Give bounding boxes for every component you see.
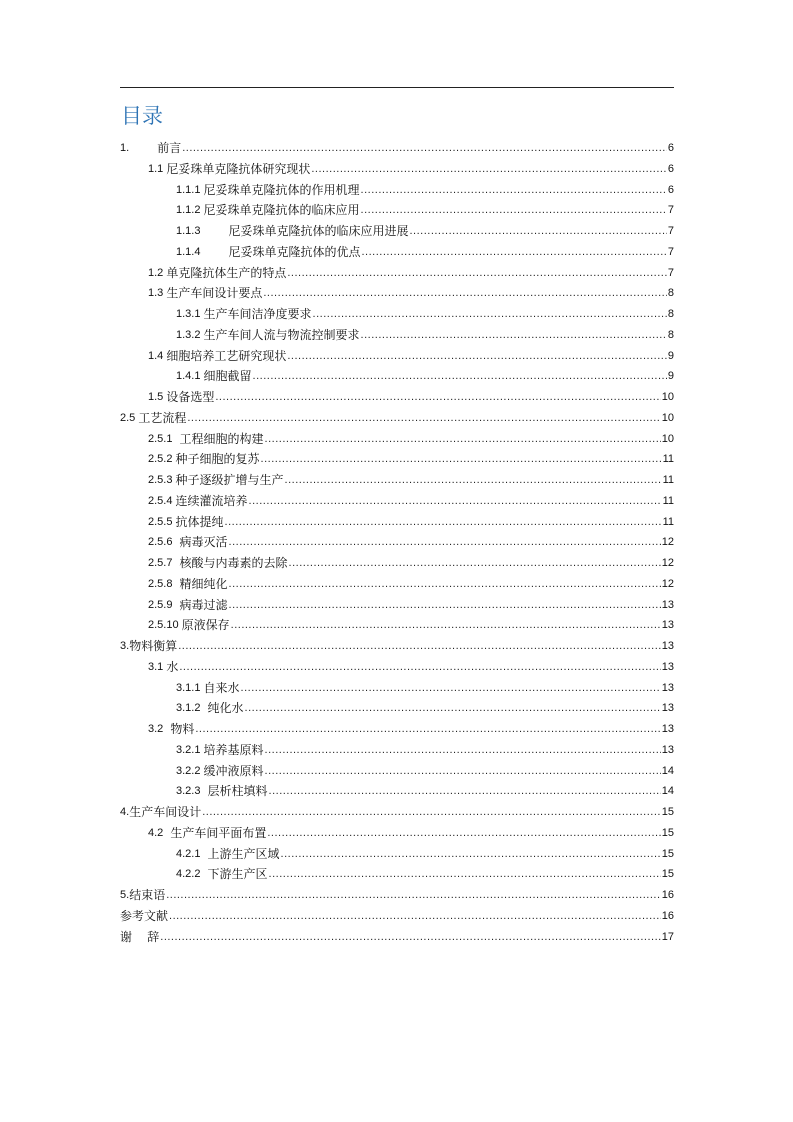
toc-entry-title: 物料衡算 bbox=[129, 639, 178, 653]
toc-entry-number: 3.2.1 bbox=[176, 743, 204, 756]
toc-entry-label bbox=[176, 366, 252, 387]
toc-entry-label bbox=[176, 242, 360, 263]
toc-entry[interactable] bbox=[120, 429, 674, 450]
toc-dot-leader bbox=[245, 698, 661, 719]
toc-dot-leader bbox=[267, 823, 660, 844]
toc-entry[interactable] bbox=[120, 823, 674, 844]
toc-entry-label bbox=[148, 823, 266, 844]
toc-entry-title: 细胞截留 bbox=[203, 369, 252, 384]
toc-entry[interactable] bbox=[120, 698, 674, 719]
toc-entry[interactable] bbox=[120, 366, 674, 387]
toc-entry-title: 尼妥珠单克隆抗体研究现状 bbox=[166, 161, 311, 176]
toc-dot-leader bbox=[285, 470, 662, 491]
toc-entry-number: 2.5.4 bbox=[148, 494, 176, 507]
toc-entry-title: 生产车间洁净度要求 bbox=[203, 307, 312, 321]
toc-entry-number: 3. bbox=[120, 640, 130, 652]
toc-entry-label bbox=[176, 740, 264, 761]
toc-entry-number: 1.4 bbox=[148, 349, 167, 362]
toc-entry[interactable] bbox=[120, 138, 674, 159]
toc-entry-number: 3.2 bbox=[148, 723, 167, 735]
toc-dot-leader bbox=[166, 885, 661, 906]
toc-page-number: 8 bbox=[667, 328, 674, 341]
toc-page-number: 12 bbox=[661, 577, 674, 590]
toc-entry-label bbox=[148, 263, 286, 284]
toc-entry-number: 4.2 bbox=[148, 826, 167, 839]
toc-entry-title: 种子细胞的复苏 bbox=[175, 452, 260, 467]
toc-entry-label bbox=[148, 719, 194, 740]
toc-page-number: 13 bbox=[661, 598, 674, 611]
toc-entry-label bbox=[148, 491, 248, 512]
toc-dot-leader bbox=[265, 429, 661, 450]
toc-entry-title: 物料 bbox=[170, 722, 195, 736]
toc-entry[interactable] bbox=[120, 449, 674, 470]
toc-entry-title: 纯化水 bbox=[207, 701, 244, 716]
toc-dot-leader bbox=[215, 387, 660, 408]
toc-entry-label bbox=[176, 325, 360, 346]
toc-dot-leader bbox=[229, 595, 661, 616]
toc-dot-leader bbox=[265, 740, 661, 761]
toc-entry[interactable] bbox=[120, 242, 674, 263]
toc-entry-label bbox=[120, 927, 159, 948]
toc-entry-label bbox=[176, 844, 280, 865]
toc-entry-title: 生产车间设计要点 bbox=[166, 286, 263, 301]
toc-page-number: 13 bbox=[661, 660, 674, 673]
toc-page-number: 8 bbox=[667, 308, 674, 320]
toc-page-number: 6 bbox=[667, 142, 674, 154]
toc-entry-number: 1.1.1 bbox=[176, 183, 204, 196]
toc-dot-leader bbox=[241, 678, 661, 699]
toc-entry[interactable] bbox=[120, 719, 674, 740]
toc-entry-label bbox=[176, 200, 360, 221]
toc-entry-number: 1.4.1 bbox=[176, 370, 204, 383]
toc-page-number: 11 bbox=[662, 474, 674, 486]
toc-dot-leader bbox=[361, 325, 667, 346]
toc-entry-title: 尼妥珠单克隆抗体的优点 bbox=[228, 244, 361, 259]
toc-dot-leader bbox=[229, 532, 661, 553]
toc-entry-number: 1.3.2 bbox=[176, 328, 204, 341]
toc-entry[interactable] bbox=[120, 864, 674, 885]
toc-entry-label bbox=[176, 761, 264, 782]
toc-page-number: 12 bbox=[661, 557, 674, 569]
toc-entry[interactable] bbox=[120, 574, 674, 595]
toc-entry-title: 尼妥珠单克隆抗体的作用机理 bbox=[203, 182, 360, 197]
toc-dot-leader bbox=[160, 927, 660, 948]
toc-entry[interactable] bbox=[120, 885, 674, 906]
toc-entry-number: 1.2 bbox=[148, 266, 167, 279]
toc-dot-leader bbox=[231, 615, 661, 636]
toc-entry-title: 连续灌流培养 bbox=[175, 493, 248, 508]
toc-dot-leader bbox=[287, 346, 667, 367]
toc-page-number: 15 bbox=[661, 847, 674, 860]
toc-page-number: 14 bbox=[661, 764, 674, 777]
toc-page-number: 13 bbox=[661, 640, 674, 652]
toc-entry-number: 1.1.2 bbox=[176, 204, 204, 217]
toc-entry-label bbox=[176, 180, 360, 201]
toc-dot-leader bbox=[265, 761, 661, 782]
toc-entry-title: 水 bbox=[166, 659, 179, 674]
toc-page-number: 6 bbox=[667, 183, 674, 196]
toc-entry[interactable] bbox=[120, 927, 674, 948]
toc-entry-label bbox=[148, 429, 264, 450]
toc-entry[interactable] bbox=[120, 595, 674, 616]
toc-page-number: 7 bbox=[667, 225, 674, 237]
toc-dot-leader bbox=[281, 844, 661, 865]
toc-entry-label bbox=[148, 387, 214, 408]
toc-entry[interactable] bbox=[120, 740, 674, 761]
toc-entry-label bbox=[148, 159, 310, 180]
toc-entry-title: 下游生产区 bbox=[207, 867, 268, 882]
toc-page-number: 13 bbox=[661, 619, 674, 632]
header-rule bbox=[120, 87, 674, 88]
toc-entry-title: 生产车间设计 bbox=[129, 805, 202, 819]
toc-entry[interactable] bbox=[120, 180, 674, 201]
toc-entry-title: 抗体提纯 bbox=[175, 514, 224, 529]
toc-entry[interactable] bbox=[120, 491, 674, 512]
toc-entry[interactable] bbox=[120, 200, 674, 221]
toc-entry-number: 2.5.7 bbox=[148, 557, 176, 569]
toc-entry-number: 1.5 bbox=[148, 391, 167, 403]
toc-entry-title: 前言 bbox=[157, 141, 182, 155]
toc-dot-leader bbox=[249, 491, 662, 512]
toc-entry-title: 层析柱填料 bbox=[207, 784, 268, 799]
toc-entry-number: 1.1 bbox=[148, 162, 167, 175]
toc-dot-leader bbox=[287, 263, 667, 284]
toc-entry-title: 病毒过滤 bbox=[179, 597, 228, 612]
toc-entry-title: 参考文献 bbox=[120, 908, 169, 923]
toc-entry-title: 工艺流程 bbox=[138, 410, 187, 425]
toc-dot-leader bbox=[169, 906, 661, 927]
toc-entry-label bbox=[120, 802, 201, 823]
toc-entry-title: 上游生产区域 bbox=[207, 846, 280, 861]
toc-page-number: 7 bbox=[667, 266, 674, 279]
toc-entry-number: 4. bbox=[120, 806, 130, 818]
toc-page-number: 11 bbox=[662, 453, 674, 466]
toc-entry[interactable] bbox=[120, 636, 674, 657]
toc-entry-title: 谢 辞 bbox=[120, 929, 160, 944]
toc-entry-title: 核酸与内毒素的去除 bbox=[179, 556, 288, 570]
toc-dot-leader bbox=[409, 221, 666, 242]
toc-dot-leader bbox=[289, 553, 661, 574]
toc-entry-title: 工程细胞的构建 bbox=[179, 431, 264, 446]
toc-dot-leader bbox=[187, 408, 660, 429]
toc-page-number: 6 bbox=[667, 162, 674, 175]
toc-entry[interactable] bbox=[120, 657, 674, 678]
toc-entry-number: 1. bbox=[120, 142, 130, 154]
table-of-contents bbox=[120, 138, 674, 947]
toc-entry-number: 2.5.5 bbox=[148, 515, 176, 528]
toc-entry-label bbox=[176, 698, 244, 719]
toc-entry-number: 2.5.2 bbox=[148, 453, 176, 466]
toc-dot-leader bbox=[261, 449, 662, 470]
toc-entry-number: 3.2.2 bbox=[176, 764, 204, 777]
toc-page-number: 15 bbox=[661, 826, 674, 839]
toc-entry-title: 生产车间平面布置 bbox=[170, 825, 267, 840]
toc-entry-title: 培养基原料 bbox=[203, 742, 264, 757]
toc-page-number: 8 bbox=[667, 287, 674, 300]
toc-entry-title: 细胞培养工艺研究现状 bbox=[166, 348, 287, 363]
toc-dot-leader bbox=[269, 781, 661, 802]
toc-entry-label bbox=[148, 615, 230, 636]
toc-entry-number: 2.5.9 bbox=[148, 598, 176, 611]
toc-entry-title: 病毒灭活 bbox=[179, 535, 228, 550]
toc-entry[interactable] bbox=[120, 553, 674, 574]
toc-entry-label bbox=[148, 574, 228, 595]
toc-entry-label bbox=[120, 138, 181, 159]
toc-dot-leader bbox=[179, 657, 660, 678]
toc-dot-leader bbox=[182, 138, 667, 159]
toc-dot-leader bbox=[263, 283, 667, 304]
toc-entry-label bbox=[148, 595, 228, 616]
toc-entry[interactable] bbox=[120, 906, 674, 927]
toc-entry[interactable] bbox=[120, 387, 674, 408]
toc-entry-number: 1.3.1 bbox=[176, 308, 204, 320]
toc-entry-number: 4.2.2 bbox=[176, 868, 204, 881]
toc-entry-label bbox=[148, 283, 262, 304]
toc-page-number: 17 bbox=[661, 930, 674, 943]
toc-entry-label bbox=[148, 532, 228, 553]
toc-page-number: 16 bbox=[661, 889, 674, 901]
toc-page-number: 14 bbox=[661, 785, 674, 798]
toc-entry[interactable] bbox=[120, 470, 674, 491]
toc-entry[interactable] bbox=[120, 283, 674, 304]
toc-entry-number: 3.1.1 bbox=[176, 681, 204, 694]
toc-entry-number: 2.5.1 bbox=[148, 432, 176, 445]
toc-entry-number: 1.1.4 bbox=[176, 245, 201, 258]
toc-entry-label bbox=[176, 221, 408, 242]
toc-page-number: 13 bbox=[661, 681, 674, 694]
toc-entry-title: 原液保存 bbox=[181, 618, 230, 633]
toc-dot-leader bbox=[202, 802, 661, 823]
toc-entry-label bbox=[148, 553, 288, 574]
toc-entry-label bbox=[120, 636, 177, 657]
toc-entry-title: 单克隆抗体生产的特点 bbox=[166, 265, 287, 280]
toc-entry[interactable] bbox=[120, 678, 674, 699]
toc-page-number: 11 bbox=[662, 515, 674, 528]
toc-page-number: 13 bbox=[661, 702, 674, 715]
toc-dot-leader bbox=[195, 719, 660, 740]
toc-entry-number: 1.3 bbox=[148, 287, 167, 300]
toc-dot-leader bbox=[361, 180, 667, 201]
toc-page-number: 11 bbox=[662, 494, 674, 507]
toc-dot-leader bbox=[178, 636, 661, 657]
toc-page-number: 15 bbox=[661, 868, 674, 881]
toc-page-number: 7 bbox=[667, 245, 674, 258]
toc-page-number: 13 bbox=[661, 723, 674, 735]
toc-dot-leader bbox=[313, 304, 667, 325]
toc-dot-leader bbox=[269, 864, 661, 885]
toc-page-number: 7 bbox=[667, 204, 674, 217]
toc-entry-number: 1.1.3 bbox=[176, 225, 201, 237]
toc-entry-number: 2.5.8 bbox=[148, 577, 176, 590]
toc-entry[interactable] bbox=[120, 304, 674, 325]
toc-entry-label bbox=[120, 885, 165, 906]
toc-page-number: 10 bbox=[661, 432, 674, 445]
toc-entry[interactable] bbox=[120, 408, 674, 429]
toc-entry-label bbox=[176, 304, 312, 325]
toc-entry[interactable] bbox=[120, 532, 674, 553]
toc-title: 目录 bbox=[121, 104, 163, 128]
toc-entry[interactable] bbox=[120, 512, 674, 533]
toc-dot-leader bbox=[311, 159, 667, 180]
toc-entry-title: 尼妥珠单克隆抗体的临床应用进展 bbox=[228, 224, 409, 238]
toc-entry[interactable] bbox=[120, 781, 674, 802]
toc-entry-number: 2.5.6 bbox=[148, 536, 176, 549]
toc-entry-label bbox=[148, 470, 284, 491]
toc-page-number: 13 bbox=[661, 743, 674, 756]
toc-page-number: 9 bbox=[667, 370, 674, 383]
toc-entry[interactable] bbox=[120, 802, 674, 823]
toc-entry-title: 自来水 bbox=[203, 680, 240, 695]
toc-entry-title: 尼妥珠单克隆抗体的临床应用 bbox=[203, 203, 360, 218]
toc-entry[interactable] bbox=[120, 346, 674, 367]
toc-entry-number: 3.1.2 bbox=[176, 702, 204, 715]
toc-entry[interactable] bbox=[120, 325, 674, 346]
toc-dot-leader bbox=[229, 574, 661, 595]
toc-page-number: 9 bbox=[667, 349, 674, 362]
toc-entry-title: 结束语 bbox=[129, 888, 166, 902]
toc-entry[interactable] bbox=[120, 221, 674, 242]
toc-entry-label bbox=[148, 657, 178, 678]
toc-entry-label bbox=[176, 678, 240, 699]
toc-dot-leader bbox=[361, 200, 667, 221]
toc-entry-number: 2.5 bbox=[120, 411, 139, 424]
toc-entry-title: 缓冲液原料 bbox=[203, 763, 264, 778]
toc-page-number: 10 bbox=[661, 391, 674, 403]
toc-entry-label bbox=[148, 346, 286, 367]
toc-entry[interactable] bbox=[120, 615, 674, 636]
toc-dot-leader bbox=[253, 366, 667, 387]
toc-entry-number: 5. bbox=[120, 889, 130, 901]
toc-entry[interactable] bbox=[120, 263, 674, 284]
toc-entry[interactable] bbox=[120, 844, 674, 865]
toc-entry-label bbox=[176, 864, 268, 885]
toc-entry[interactable] bbox=[120, 159, 674, 180]
toc-entry[interactable] bbox=[120, 761, 674, 782]
toc-page-number: 15 bbox=[661, 806, 674, 818]
toc-entry-title: 精细纯化 bbox=[179, 576, 228, 591]
toc-page-number: 12 bbox=[661, 536, 674, 549]
toc-entry-number: 3.2.3 bbox=[176, 785, 204, 798]
toc-dot-leader bbox=[225, 512, 662, 533]
toc-entry-label bbox=[148, 449, 260, 470]
toc-page-number: 16 bbox=[661, 909, 674, 922]
toc-dot-leader bbox=[361, 242, 666, 263]
toc-entry-title: 种子逐级扩增与生产 bbox=[175, 473, 284, 487]
toc-entry-number: 2.5.3 bbox=[148, 474, 176, 486]
toc-entry-title: 生产车间人流与物流控制要求 bbox=[203, 327, 360, 342]
toc-entry-title: 设备选型 bbox=[166, 390, 215, 404]
toc-entry-label bbox=[120, 906, 168, 927]
toc-entry-number: 4.2.1 bbox=[176, 847, 204, 860]
toc-entry-label bbox=[120, 408, 186, 429]
toc-entry-number: 3.1 bbox=[148, 660, 167, 673]
toc-entry-number: 2.5.10 bbox=[148, 619, 182, 632]
toc-entry-label bbox=[176, 781, 268, 802]
toc-page-number: 10 bbox=[661, 411, 674, 424]
toc-entry-label bbox=[148, 512, 224, 533]
